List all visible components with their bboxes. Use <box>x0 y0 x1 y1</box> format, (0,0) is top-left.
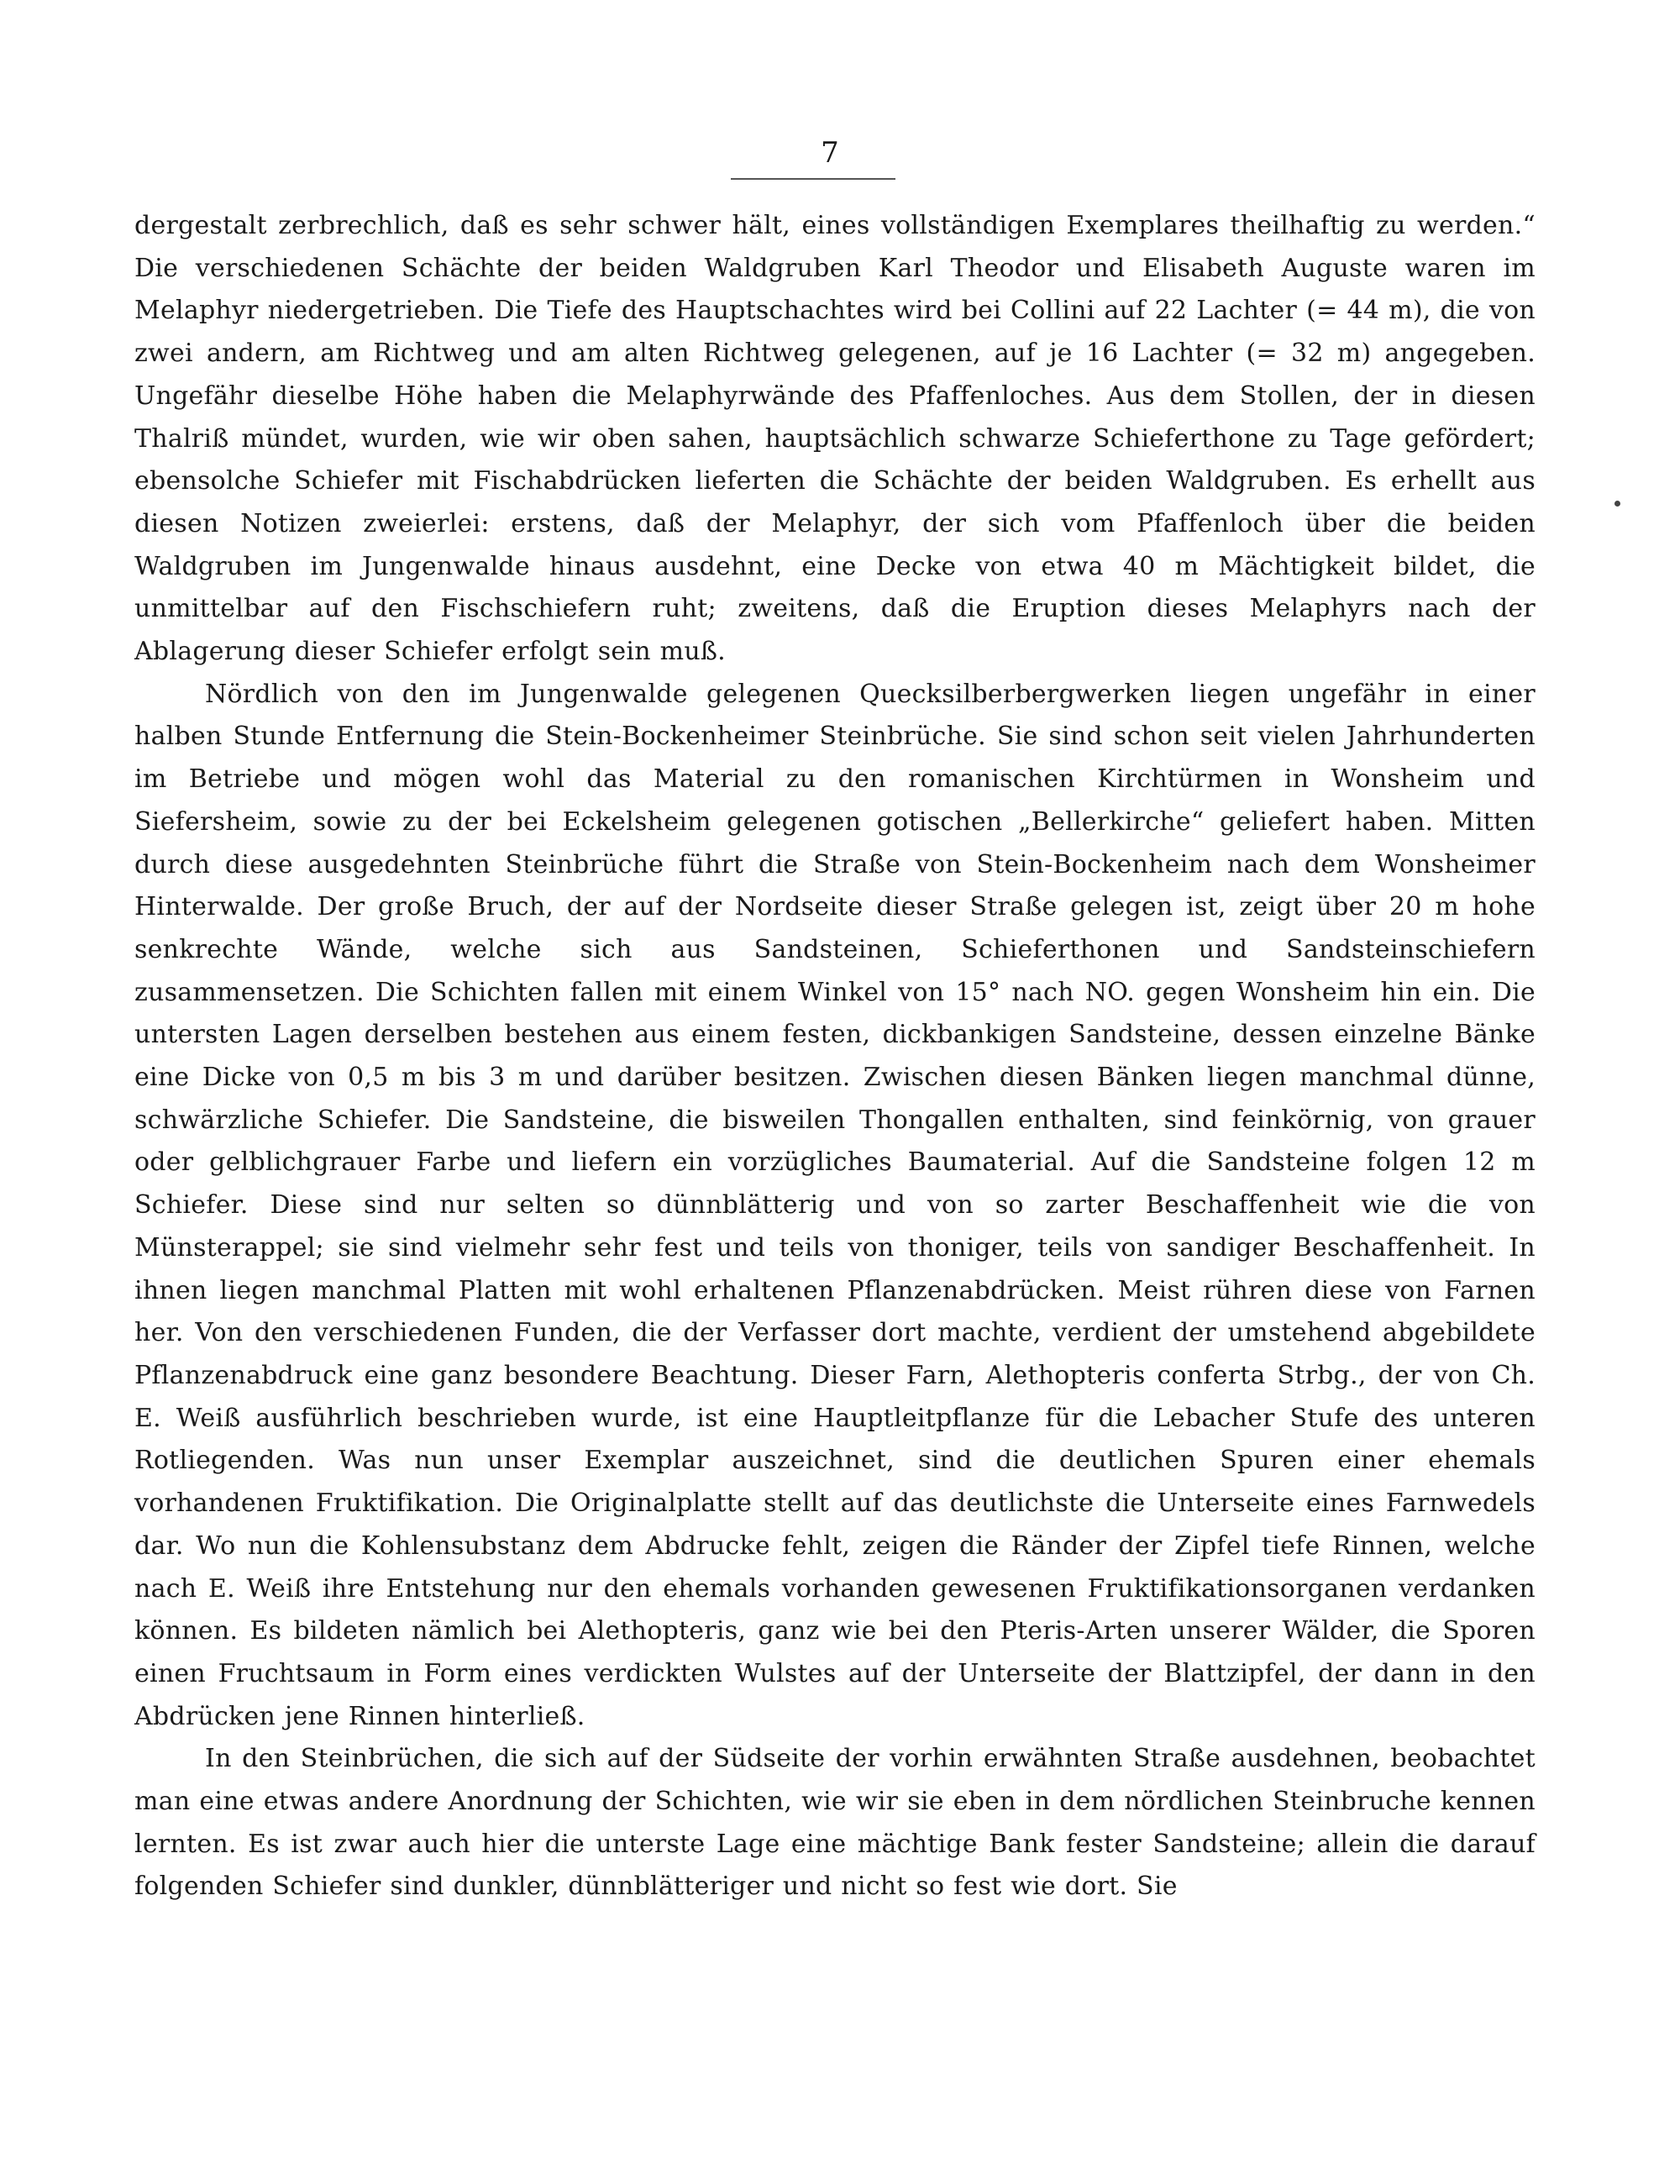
paragraph-2: Nördlich von den im Jungenwalde gelegenen Quecksilberbergwerken liegen ungefähr in einer halben Stunde Entfernung die Stein-Bockenheimer Steinbrüche. Sie sind schon seit vielen Jahrhunderten im Betriebe und mögen wohl das Material zu den romanischen Kirchtürmen in Wonsheim und Siefersheim, sowie zu der bei Eckelsheim gelegenen gotischen „Bellerkirche“ geliefert haben. Mitten durch diese ausgedehnten Steinbrüche führt die Straße von Stein-Bockenheim nach dem Wonsheimer Hinterwalde. Der große Bruch, der auf der Nordseite dieser Straße gelegen ist, zeigt über 20 m hohe senkrechte Wände, welche sich aus Sandsteinen, Schieferthonen und Sandsteinschiefern zusammensetzen. Die Schichten fallen mit einem Winkel von 15° nach NO. gegen Wonsheim hin ein. Die untersten Lagen derselben bestehen aus einem festen, dickbankigen Sandsteine, dessen einzelne Bänke eine Dicke von 0,5 m bis 3 m und darüber besitzen. Zwischen diesen Bänken liegen manchmal dünne, schwärzliche Schiefer. Die Sandsteine, die bisweilen Thongallen enthalten, sind feinkörnig, von grauer oder gelblichgrauer Farbe und liefern ein vorzügliches Baumaterial. Auf die Sandsteine folgen 12 m Schiefer. Diese sind nur selten so dünnblätterig und von so zarter Beschaffenheit wie die von Münsterappel; sie sind vielmehr sehr fest und teils von thoniger, teils von sandiger Beschaffenheit. In ihnen liegen manchmal Platten mit wohl erhaltenen Pflanzenabdrücken. Meist rühren diese von Farnen her. Von den verschiedenen Funden, die der Verfasser dort machte, verdient der umstehend abgebildete Pflanzenabdruck eine ganz besondere Beachtung. Dieser Farn, Alethopteris conferta Strbg., der von Ch. E. Weiß ausführlich beschrieben wurde, ist eine Hauptleitpflanze für die Lebacher Stufe des unteren Rotliegenden. Was nun unser Exemplar auszeichnet, sind die deutlichen Spuren einer ehemals vorhandenen Fruktifikation. Die Originalplatte stellt auf das deutlichste die Unterseite eines Farnwedels dar. Wo nun die Kohlensubstanz dem Abdrucke fehlt, zeigen die Ränder der Zipfel tiefe Rinnen, welche nach E. Weiß ihre Entstehung nur den ehemals vorhanden gewesenen Fruktifikationsorganen verdanken können. Es bildeten nämlich bei Alethopteris, ganz wie bei den Pteris-Arten unserer Wälder, die Sporen einen Fruchtsaum in Form eines verdickten Wulstes auf der Unterseite der Blattzipfel, der dann in den Abdrücken jene Rinnen hinterließ. <box>134 679 1536 1731</box>
stray-ink-mark <box>1614 501 1620 507</box>
body-text <box>134 205 1536 1908</box>
page-number-rule <box>731 178 895 180</box>
paragraph-3: In den Steinbrüchen, die sich auf der Südseite der vorhin erwähnten Straße ausdehnen, beobachtet man eine etwas andere Anordnung der Schichten, wie wir sie eben in dem nördlichen Steinbruche kennen lernten. Es ist zwar auch hier die unterste Lage eine mächtige Bank fester Sandsteine; allein die darauf folgenden Schiefer sind dunkler, dünnblätteriger und nicht so fest wie dort. Sie <box>134 1744 1536 1902</box>
paragraph-1: dergestalt zerbrechlich, daß es sehr schwer hält, eines vollständigen Exemplares theilhaftig zu werden.“ Die verschiedenen Schächte der beiden Waldgruben Karl Theodor und Elisabeth Auguste waren im Melaphyr niedergetrieben. Die Tiefe des Hauptschachtes wird bei Collini auf 22 Lachter (= 44 m), die von zwei andern, am Richtweg und am alten Richtweg gelegenen, auf je 16 Lachter (= 32 m) angegeben. Ungefähr dieselbe Höhe haben die Melaphyrwände des Pfaffenloches. Aus dem Stollen, der in diesen Thalriß mündet, wurden, wie wir oben sahen, hauptsächlich schwarze Schieferthone zu Tage gefördert; ebensolche Schiefer mit Fischabdrücken lieferten die Schächte der beiden Waldgruben. Es erhellt aus diesen Notizen zweierlei: erstens, daß der Melaphyr, der sich vom Pfaffenloch über die beiden Waldgruben im Jungenwalde hinaus ausdehnt, eine Decke von etwa 40 m Mächtigkeit bildet, die unmittelbar auf den Fischschiefern ruht; zweitens, daß die Eruption dieses Melaphyrs nach der Ablagerung dieser Schiefer erfolgt sein muß. <box>134 211 1536 667</box>
page-number: 7 <box>821 136 839 170</box>
